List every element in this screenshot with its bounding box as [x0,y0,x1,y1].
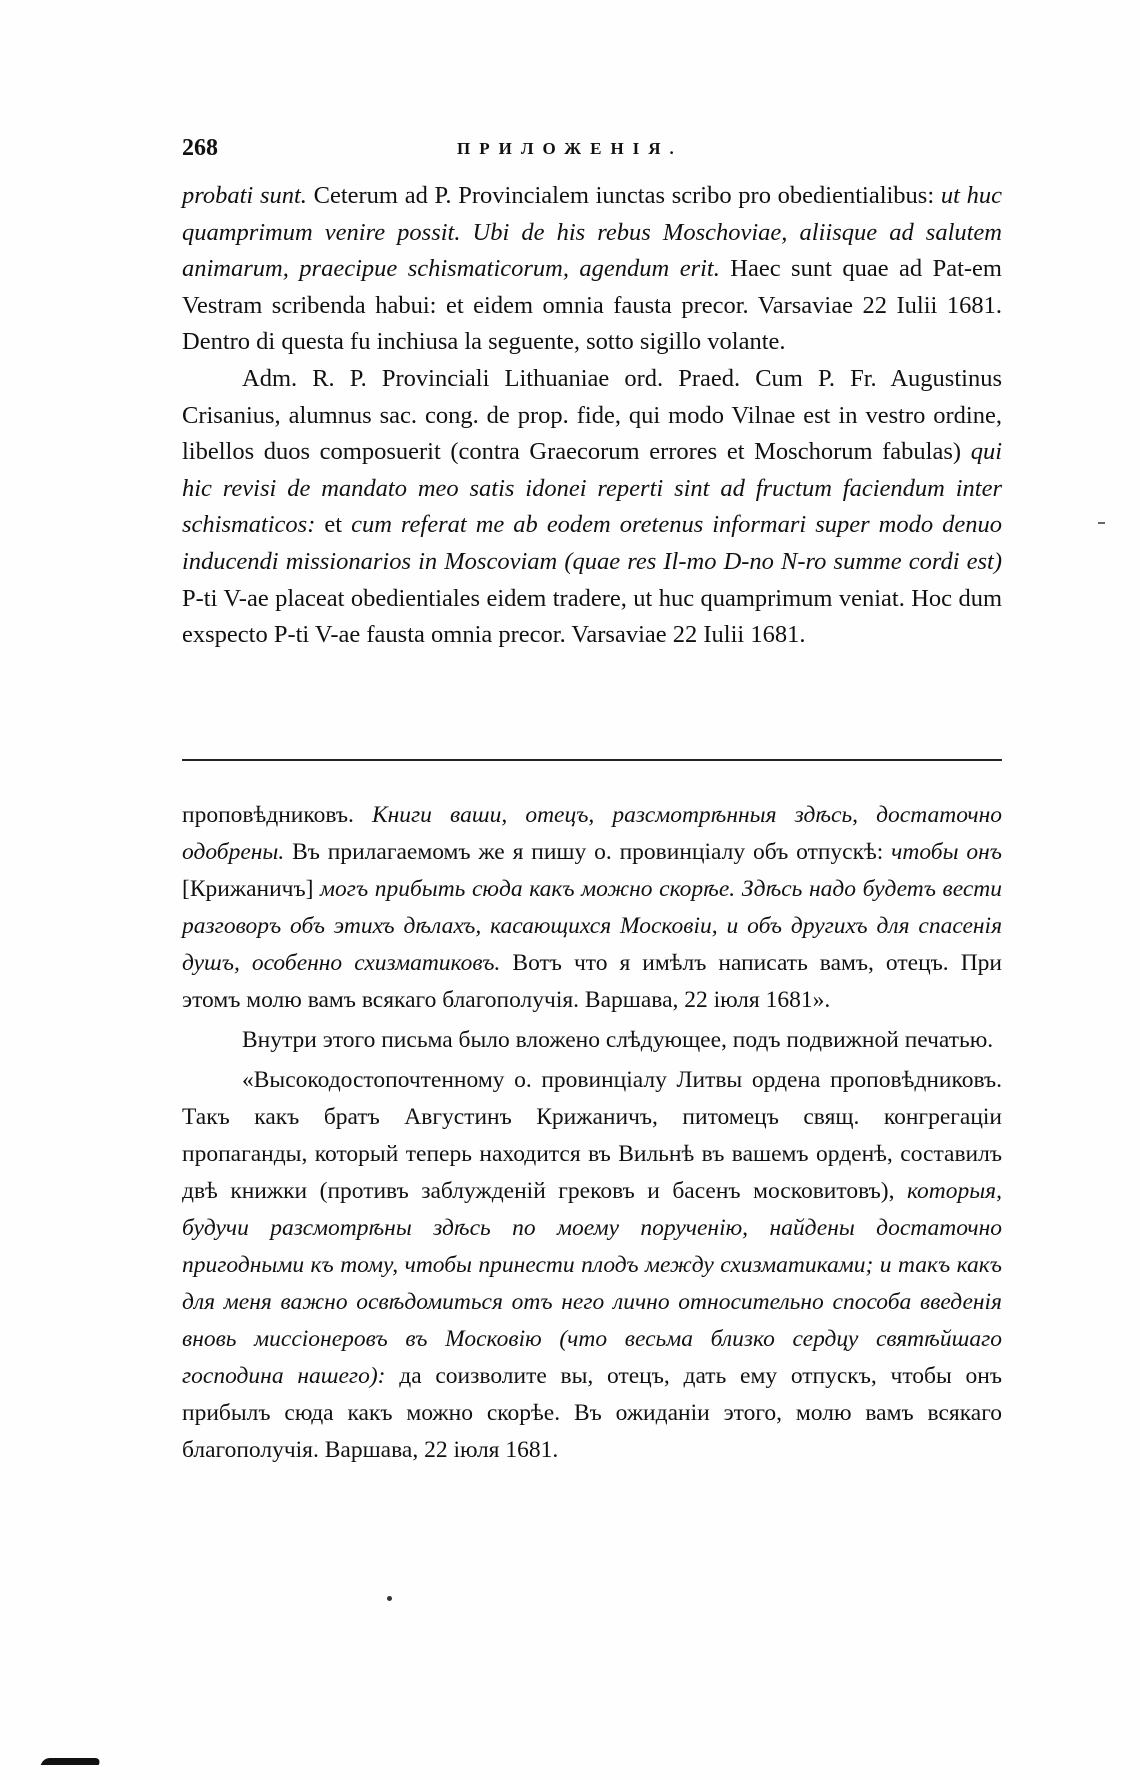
latin-p1-italic-3: ut huc quamprimum venire possit. Ubi de his rebus Moschoviae, aliisque ad salutem animarum, praecipue schismaticorum, agendum erit. [182,182,1002,283]
russian-p1-italic-6: могъ прибыть сюда какъ можно скорѣе. Здѣсь надо будетъ вести разговоръ объ этихъ дѣлахъ, касающихся Московіи, и объ другихъ для спасенія душъ, особенно схизматиковъ. [182,876,1002,976]
russian-p1-text-5: [Крижаничъ] [182,876,321,902]
latin-p2-italic-2: qui hic revisi de mandato meo satis idonei reperti sint ad fructum faciendum inter schismaticos: [182,438,1002,539]
scan-edge-smudge [41,1758,102,1765]
running-head: ПРИЛОЖЕНІЯ. [457,139,683,158]
latin-p2-text-5: P-ti V-ae placeat obedientiales eidem tradere, ut huc quamprimum veniat. Hoc dum exspecto P-ti V-ae fausta omnia precor. Varsaviae 22 Iulii 1681. [182,584,1002,649]
page-number: 268 [182,135,218,161]
russian-p3-italic-2: которыя, будучи разсмотрѣны здѣсь по моему порученію, найдены достаточно пригодными къ тому, чтобы принести плодъ между схизматиками; и такъ какъ для меня важно освѣдомиться отъ него лично относительно способа введенія вновь миссіонеровъ въ Московію (что весьма близко сердцу святѣйшаго господина нашего): [182,1178,1002,1389]
russian-p1-text-7: Вотъ что я имѣлъ написать вамъ, отецъ. При этомъ молю вамъ всякаго благополучія. Варшава, 22 іюля 1681». [182,950,1002,1013]
latin-paragraph-2 [182,361,1002,654]
russian-p3-text-1: «Высокодостопочтенному о. провинціалу Литвы ордена проповѣдниковъ. Такъ какъ братъ Августинъ Крижаничъ, питомецъ свящ. конгрегаціи пропаганды, который теперь находится въ Вильнѣ въ вашемъ орденѣ, составилъ двѣ книжки (противъ заблужденій грековъ и басенъ московитовъ), [182,1067,1002,1204]
russian-p1-text-3: Въ прилагаемомъ же я пишу о. провинціалу объ отпускѣ: [284,839,892,865]
latin-section [182,178,1002,654]
latin-p1-text-4: Haec sunt quae ad Pat-em Vestram scribenda habui: et eidem omnia fausta precor. Varsaviae 22 Iulii 1681. Dentro di questa fu inchiusa la seguente, sotto sigillo volante. [182,255,1002,356]
section-divider [182,759,1002,761]
margin-mark [1098,522,1105,524]
russian-section [182,797,1002,1472]
russian-p1-italic-2: Книги ваши, отецъ, разсмотрѣнныя здѣсь, достаточно одобрены. [182,802,1002,865]
russian-p3-text-3: да соизволите вы, отецъ, дать ему отпускъ, чтобы онъ прибылъ сюда какъ можно скорѣе. Въ ожиданіи этого, молю вамъ всякаго благополучія. Варшава, 22 іюля 1681. [182,1363,1002,1463]
russian-paragraph-2 [182,1022,1002,1059]
russian-paragraph-3 [182,1062,1002,1469]
ink-speck [387,1596,392,1601]
russian-paragraph-1 [182,797,1002,1019]
russian-p2-text-1: Внутри этого письма было вложено слѣдующее, подъ подвижной печатью. [242,1027,994,1053]
latin-p1-italic-1: probati sunt. [182,182,307,209]
russian-p1-text-1: проповѣдниковъ. [182,802,372,828]
latin-paragraph-1 [182,178,1002,361]
latin-p2-italic-4: cum referat me ab eodem oretenus informari super modo denuo inducendi missionarios in Moscoviam (quae res Il-mo D-no N-ro summe cordi est) [182,511,1002,575]
latin-p2-text-1: Adm. R. P. Provinciali Lithuaniae ord. Praed. Cum P. Fr. Augustinus Crisanius, alumnus sac. cong. de prop. fide, qui modo Vilnae est in vestro ordine, libellos duos composuerit (contra Graecorum errores et Moschorum fabulas) [182,364,1002,466]
page-header [182,135,1002,171]
latin-p1-text-2: Ceterum ad P. Provincialem iunctas scribo pro obedientialibus: [306,182,941,209]
russian-p1-italic-4: чтобы онъ [891,839,1002,865]
latin-p2-text-3: et [315,511,352,539]
